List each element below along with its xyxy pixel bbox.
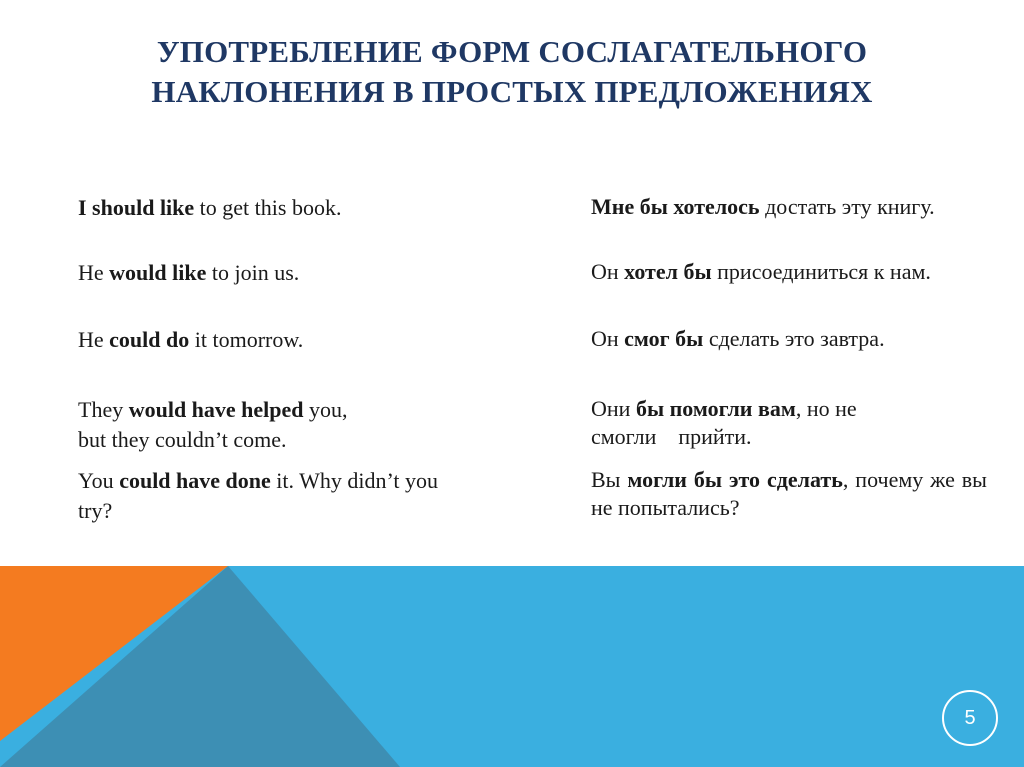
- sentence-text: it. Why didn’t you try?: [78, 468, 444, 523]
- highlighted-phrase: would like: [109, 260, 207, 285]
- sentence-text: They: [78, 397, 129, 422]
- sentence-text: to get this book.: [194, 195, 342, 220]
- sentence-text: Он: [591, 326, 625, 351]
- sentence-text: Вы: [591, 467, 628, 492]
- russian-translation: [591, 193, 987, 221]
- sentence-text: it tomorrow.: [189, 327, 304, 352]
- sentence-text: присоединиться к нам.: [711, 259, 931, 284]
- sentence-text: смогли прийти.: [591, 424, 752, 449]
- sentence-text: You: [78, 468, 120, 493]
- highlighted-phrase: could do: [109, 327, 190, 352]
- english-sentence: [78, 193, 478, 223]
- russian-translation: [591, 325, 987, 353]
- highlighted-phrase: could have done: [119, 468, 271, 493]
- english-sentence: [78, 395, 478, 455]
- sentence-text: He: [78, 327, 110, 352]
- sentence-text: but they couldn’t come.: [78, 427, 287, 452]
- decorative-band: [0, 566, 1024, 767]
- highlighted-phrase: могли бы это сделать: [627, 467, 843, 492]
- russian-translation: [591, 466, 993, 522]
- page-number-badge: [942, 690, 998, 746]
- sentence-text: Он: [591, 259, 625, 284]
- sentence-text: He: [78, 260, 110, 285]
- sentence-text: you,: [303, 397, 348, 422]
- sentence-text: , почему же вы не попытались?: [591, 467, 993, 520]
- sentence-text: , но не: [795, 396, 857, 421]
- highlighted-phrase: would have helped: [128, 397, 304, 422]
- english-sentence: [78, 466, 468, 526]
- highlighted-phrase: хотел бы: [624, 259, 712, 284]
- sentence-text: to join us.: [206, 260, 300, 285]
- sentence-text: Они: [591, 396, 636, 421]
- highlighted-phrase: смог бы: [624, 326, 704, 351]
- slide-title: [100, 32, 924, 112]
- slide-title-line-2: НАКЛОНЕНИЯ В ПРОСТЫХ ПРЕДЛОЖЕНИЯХ: [151, 74, 873, 109]
- highlighted-phrase: бы помогли вам: [635, 396, 796, 421]
- russian-translation: [591, 395, 987, 451]
- sentence-text: достать эту книгу.: [759, 194, 935, 219]
- russian-translation: [591, 258, 987, 286]
- page-number: 5: [964, 706, 976, 729]
- highlighted-phrase: Мне бы хотелось: [591, 194, 760, 219]
- english-sentence: [78, 325, 478, 355]
- slide-title-line-1: УПОТРЕБЛЕНИЕ ФОРМ СОСЛАГАТЕЛЬНОГО: [156, 34, 868, 69]
- english-sentence: [78, 258, 478, 288]
- highlighted-phrase: I should like: [78, 195, 195, 220]
- sentence-text: сделать это завтра.: [703, 326, 885, 351]
